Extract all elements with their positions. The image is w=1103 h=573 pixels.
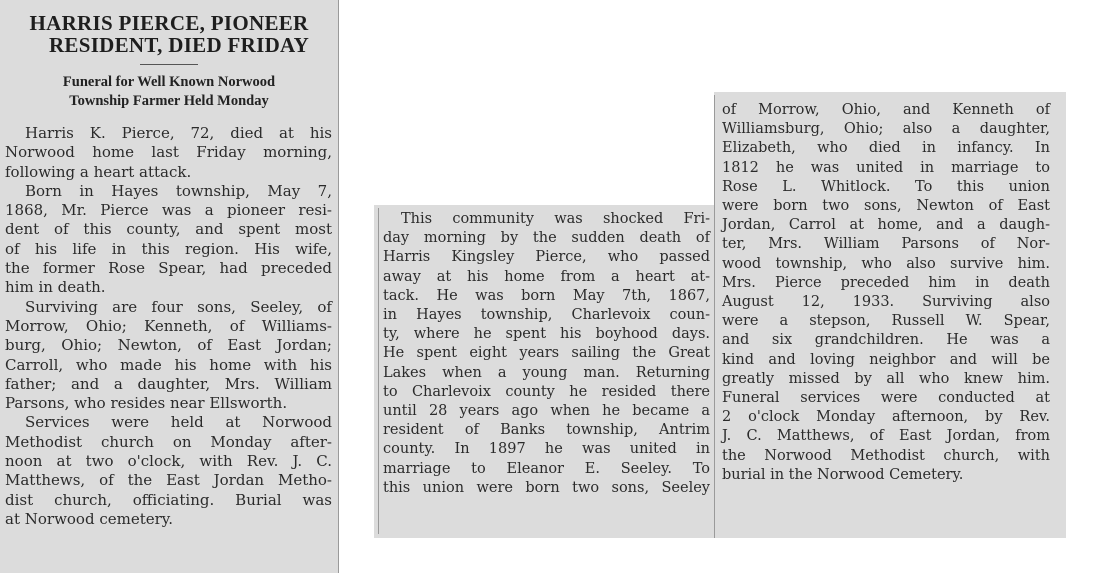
text-line: Lakes when a young man. Returning: [383, 364, 710, 381]
text-line: Harris K. Pierce, 72, died at his: [25, 124, 332, 142]
text-line: Carroll, who made his home with his: [5, 355, 332, 374]
text-line: Methodist church on Monday after-: [5, 432, 332, 451]
text-line: until 28 years ago when he became a: [383, 403, 710, 420]
headline: [6, 12, 332, 56]
text-line: him in death.: [5, 278, 106, 297]
text-line: burg, Ohio; Newton, of East Jordan;: [5, 336, 332, 355]
text-line: tack. He was born May 7th, 1867,: [383, 287, 710, 304]
right-article-column-1: [383, 210, 710, 498]
text-line: this union were born two sons, Seeley: [383, 479, 710, 496]
text-line: Services were held at Norwood: [25, 413, 332, 432]
text-line: were a stepson, Russell W. Spear,: [722, 313, 1050, 330]
text-line: Harris Kingsley Pierce, who passed: [383, 249, 710, 266]
text-line: 1868, Mr. Pierce was a pioneer resi-: [5, 201, 332, 220]
text-line: Jordan, Carrol at home, and a daugh-: [722, 217, 1050, 234]
text-line: Morrow, Ohio; Kenneth, of Williams-: [5, 316, 332, 335]
text-line: away at his home from a heart at-: [383, 268, 710, 285]
text-line: dent of this county, and spent most: [5, 220, 332, 239]
text-line: burial in the Norwood Cemetery.: [722, 466, 964, 483]
subheadline: [6, 73, 332, 111]
text-line: Surviving are four sons, Seeley, of: [25, 297, 332, 316]
text-line: wood township, who also survive him.: [722, 255, 1050, 272]
text-line: Parsons, who resides near Ellsworth.: [5, 394, 288, 413]
text-line: in Hayes township, Charlevoix coun-: [383, 307, 710, 324]
headline-divider: [140, 64, 198, 65]
text-line: the former Rose Spear, had preceded: [5, 259, 332, 278]
subhead-line-1: Funeral for Well Known Norwood: [62, 74, 276, 90]
text-line: kind and loving neighbor and will be: [722, 351, 1050, 368]
text-line: Rose L. Whitlock. To this union: [722, 178, 1050, 195]
text-line: and six grandchildren. He was a: [722, 332, 1050, 349]
text-line: dist church, officiating. Burial was: [5, 490, 332, 509]
text-line: August 12, 1933. Surviving also: [722, 294, 1050, 311]
left-article-body: [5, 124, 332, 529]
headline-line-2: RESIDENT, DIED FRIDAY: [48, 33, 310, 57]
text-line: Funeral services were conducted at: [722, 390, 1050, 407]
text-line: following a heart attack.: [5, 162, 192, 181]
text-line: at Norwood cemetery.: [5, 509, 174, 528]
text-line: marriage to Eleanor E. Seeley. To: [383, 460, 710, 477]
text-line: greatly missed by all who knew him.: [722, 370, 1050, 387]
text-line: ty, where he spent his boyhood days.: [383, 326, 710, 343]
text-line: county. In 1897 he was united in: [383, 441, 710, 458]
text-line: ter, Mrs. William Parsons of Nor-: [722, 236, 1050, 253]
text-line: father; and a daughter, Mrs. William: [5, 374, 332, 393]
text-line: of his life in this region. His wife,: [5, 239, 332, 258]
text-line: day morning by the sudden death of: [383, 230, 710, 247]
text-line: resident of Banks township, Antrim: [383, 422, 710, 439]
text-line: of Morrow, Ohio, and Kenneth of: [722, 102, 1050, 118]
text-line: the Norwood Methodist church, with: [722, 447, 1050, 464]
text-line: Mrs. Pierce preceded him in death: [722, 274, 1050, 291]
column-rule-left: [378, 208, 379, 534]
column-rule-center: [714, 95, 715, 538]
right-article-column-2: [722, 101, 1050, 485]
text-line: Elizabeth, who died in infancy. In: [722, 140, 1050, 157]
subhead-line-2: Township Farmer Held Monday: [69, 93, 269, 109]
text-line: Born in Hayes township, May 7,: [25, 181, 332, 200]
text-line: J. C. Matthews, of East Jordan, from: [722, 428, 1050, 445]
text-line: 2 o'clock Monday afternoon, by Rev.: [722, 409, 1050, 426]
text-line: Matthews, of the East Jordan Metho-: [5, 471, 332, 490]
text-line: Norwood home last Friday morning,: [5, 143, 332, 162]
headline-line-1: HARRIS PIERCE, PIONEER: [29, 11, 309, 35]
text-line: Williamsburg, Ohio; also a daughter,: [722, 121, 1050, 138]
text-line: This community was shocked Fri-: [401, 211, 710, 227]
text-line: were born two sons, Newton of East: [722, 198, 1050, 215]
text-line: to Charlevoix county he resided there: [383, 383, 710, 400]
text-line: noon at two o'clock, with Rev. J. C.: [5, 452, 332, 471]
text-line: He spent eight years sailing the Great: [383, 345, 710, 362]
text-line: 1812 he was united in marriage to: [722, 159, 1050, 176]
